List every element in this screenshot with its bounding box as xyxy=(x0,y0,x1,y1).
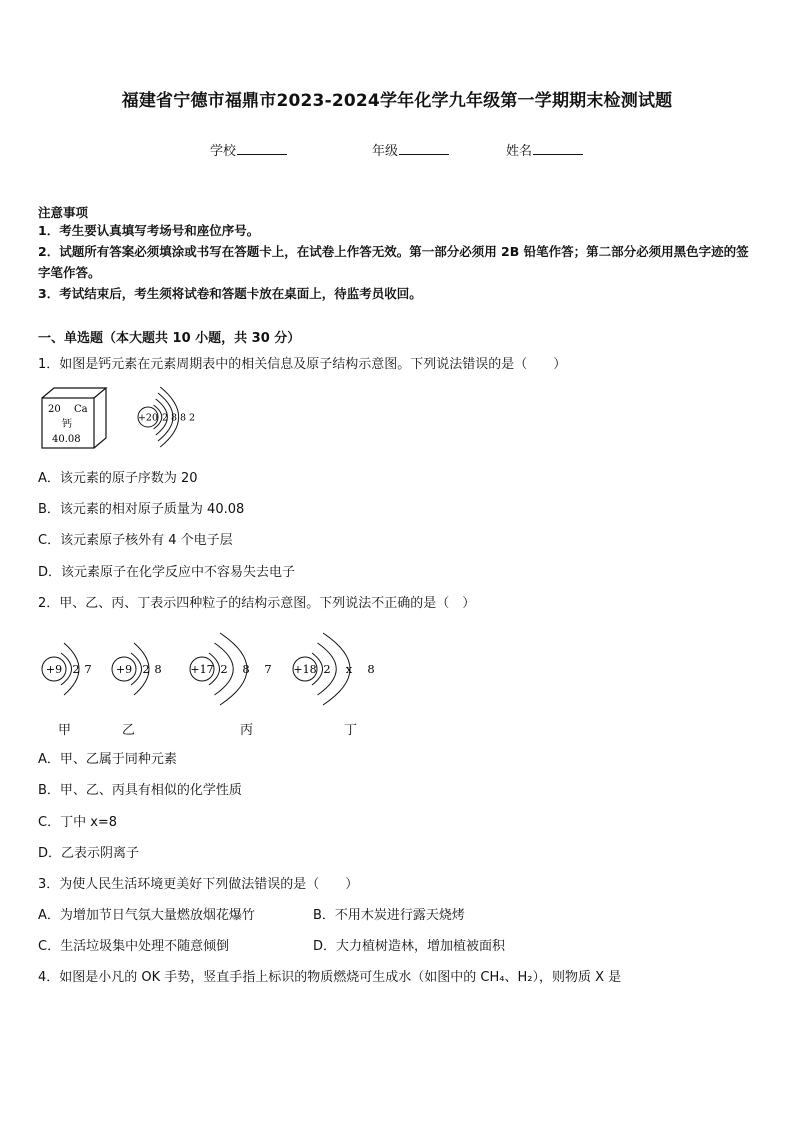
q1-shell-electrons-2: 8 xyxy=(170,412,178,424)
grade-field xyxy=(372,140,449,159)
school-label: 学校 xyxy=(210,144,237,159)
particle-nucleus: +9 xyxy=(45,663,63,676)
q3-option-c[interactable]: C．生活垃圾集中处理不随意倾倒 xyxy=(38,939,230,954)
q1-shell-electrons-4: 2 xyxy=(188,412,196,424)
element-number: 20 xyxy=(48,404,61,415)
q1-figure xyxy=(38,382,200,452)
particle-shell-electrons-1: 2 xyxy=(323,662,331,676)
grade-blank[interactable] xyxy=(399,142,449,155)
q2-figure xyxy=(30,618,390,716)
q2-option-d[interactable]: D．乙表示阴离子 xyxy=(38,846,140,861)
note-item-1: 1．考生要认真填写考场号和座位序号。 xyxy=(38,223,260,238)
grade-label: 年级 xyxy=(372,144,399,159)
q3-option-a[interactable]: A．为增加节日气氛大量燃放烟花爆竹 xyxy=(38,908,255,923)
particle-label-ding: 丁 xyxy=(344,723,358,738)
note-item-3: 3．考试结束后，考生须将试卷和答题卡放在桌面上，待监考员收回。 xyxy=(38,286,422,301)
particle-2 xyxy=(112,643,162,695)
page-title: 福建省宁德市福鼎市2023-2024学年化学九年级第一学期期末检测试题 xyxy=(121,91,673,111)
particle-shell-electrons-3: 8 xyxy=(367,662,375,676)
particle-shell-electrons-3: 7 xyxy=(264,662,272,676)
particle-shell-electrons-2: 8 xyxy=(154,662,162,676)
q1-shell-electrons-3: 8 xyxy=(179,412,187,424)
q3-stem: 3．为使人民生活环境更美好下列做法错误的是（ ） xyxy=(38,877,359,892)
particle-label-jia: 甲 xyxy=(58,723,72,738)
name-label: 姓名 xyxy=(506,144,533,159)
particle-4 xyxy=(293,633,375,705)
school-field xyxy=(210,140,287,159)
notes-heading: 注意事项 xyxy=(38,205,89,220)
q3-option-d[interactable]: D．大力植树造林，增加植被面积 xyxy=(313,939,506,954)
q2-option-b[interactable]: B．甲、乙、丙具有相似的化学性质 xyxy=(38,783,242,798)
q1-option-c[interactable]: C．该元素原子核外有 4 个电子层 xyxy=(38,533,233,548)
particle-shell-electrons-2: x xyxy=(345,662,353,676)
q2-option-c[interactable]: C．丁中 x=8 xyxy=(38,815,118,830)
particle-shell-electrons-1: 2 xyxy=(142,662,150,676)
particle-1 xyxy=(42,643,92,695)
name-field xyxy=(506,140,583,159)
particle-shell-electrons-1: 2 xyxy=(72,662,80,676)
note-item-2: 2．试题所有答案必须填涂或书写在答题卡上，在试卷上作答无效。第一部分必须用 2B 铅笔作答；第二部分必须用黑色字迹的签字笔作答。 xyxy=(38,244,749,280)
particle-shell-electrons-1: 2 xyxy=(220,662,228,676)
q1-option-b[interactable]: B．该元素的相对原子质量为 40.08 xyxy=(38,502,245,517)
particle-nucleus: +9 xyxy=(115,663,133,676)
particle-nucleus: +17 xyxy=(190,663,214,676)
q1-nucleus: +20 xyxy=(137,412,159,424)
particle-3 xyxy=(190,633,272,705)
school-blank[interactable] xyxy=(237,142,287,155)
q1-option-a[interactable]: A．该元素的原子序数为 20 xyxy=(38,471,198,486)
q1-option-d[interactable]: D．该元素原子在化学反应中不容易失去电子 xyxy=(38,565,296,580)
particle-shell-electrons-2: 8 xyxy=(242,662,250,676)
q3-option-b[interactable]: B．不用木炭进行露天烧烤 xyxy=(313,908,465,923)
q1-shell-electrons-1: 2 xyxy=(161,412,169,424)
particle-label-bing: 丙 xyxy=(240,723,254,738)
q2-stem: 2．甲、乙、丙、丁表示四种粒子的结构示意图。下列说法不正确的是（ ） xyxy=(38,596,476,611)
element-name: 钙 xyxy=(62,419,72,430)
particle-label-yi: 乙 xyxy=(122,723,136,738)
section-heading: 一、单选题（本大题共 10 小题，共 30 分） xyxy=(38,331,301,346)
element-symbol: Ca xyxy=(74,404,88,415)
particle-nucleus: +18 xyxy=(293,663,317,676)
q4-stem: 4．如图是小凡的 OK 手势，竖直手指上标识的物质燃烧可生成水（如图中的 CH₄、H₂），则物质 X 是 xyxy=(38,970,622,985)
q2-option-a[interactable]: A．甲、乙属于同种元素 xyxy=(38,752,177,767)
q1-stem: 1．如图是钙元素在元素周期表中的相关信息及原子结构示意图。下列说法错误的是（ ） xyxy=(38,357,567,372)
name-blank[interactable] xyxy=(533,142,583,155)
particle-shell-electrons-2: 7 xyxy=(84,662,92,676)
element-mass: 40.08 xyxy=(52,434,81,445)
